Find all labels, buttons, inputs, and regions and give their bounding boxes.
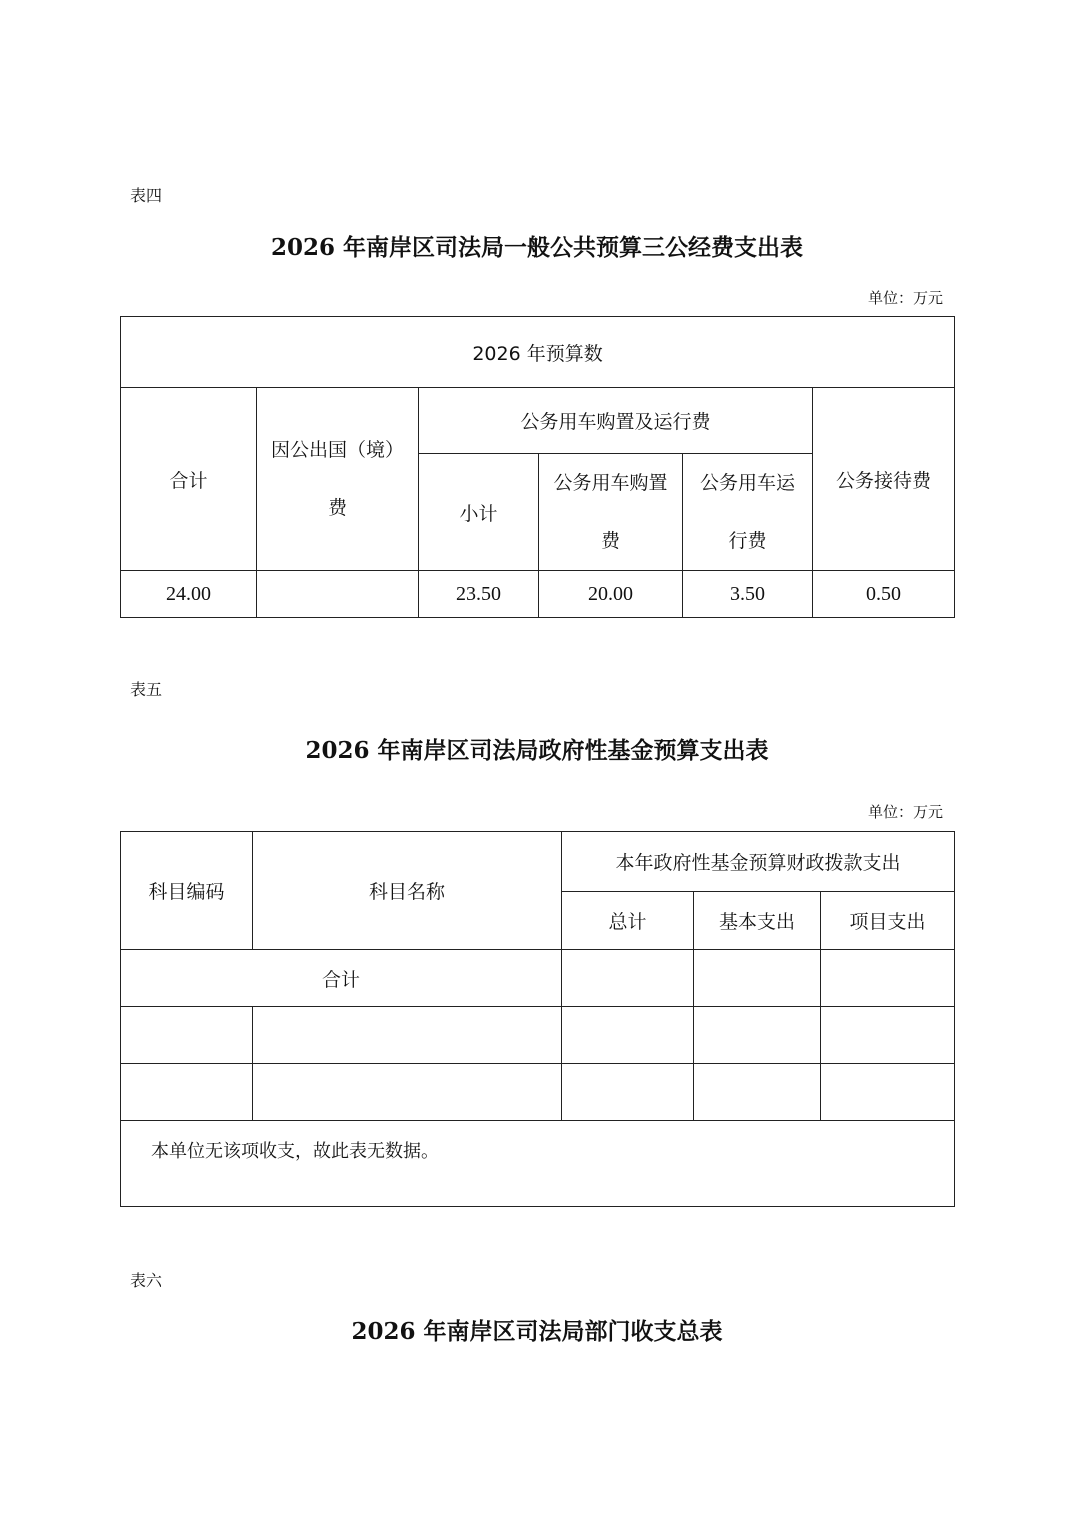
- table4-col-vehicle-operation: 公务用车运行费: [683, 454, 813, 571]
- table5-cell: [253, 1064, 562, 1121]
- table4-col-abroad: 因公出国（境）费: [257, 388, 419, 571]
- table5-title: 2026 年南岸区司法局政府性基金预算支出表: [305, 737, 769, 764]
- table5-col-name: 科目名称: [253, 832, 562, 950]
- table5-cell: [821, 1007, 955, 1064]
- table4-col-subtotal: 小计: [419, 454, 539, 571]
- table4-col-vehicle-purchase: 公务用车购置费: [539, 454, 683, 571]
- table4-cell-subtotal: 23.50: [419, 571, 539, 618]
- table5-cell: [562, 1064, 694, 1121]
- table5-cell: [821, 1064, 955, 1121]
- table6-title: 2026 年南岸区司法局部门收支总表: [351, 1318, 723, 1345]
- table5-col-total: 总计: [562, 892, 694, 950]
- table5-cell: [121, 1064, 253, 1121]
- table5-cell: [821, 950, 955, 1007]
- table4-label: 表四: [130, 186, 163, 205]
- table4-cell-vehicle-operation: 3.50: [683, 571, 813, 618]
- table4-col-vehicle-group: 公务用车购置及运行费: [419, 388, 813, 454]
- table4-cell-reception: 0.50: [813, 571, 955, 618]
- table5-col-code: 科目编码: [121, 832, 253, 950]
- table5-cell: [253, 1007, 562, 1064]
- table4-cell-abroad: [257, 571, 419, 618]
- table5-cell: [562, 1007, 694, 1064]
- table5-cell: [694, 1007, 821, 1064]
- table5-row-total-label: 合计: [121, 950, 562, 1007]
- table4-cell-vehicle-purchase: 20.00: [539, 571, 683, 618]
- table5-label: 表五: [130, 680, 163, 699]
- table5-col-project: 项目支出: [821, 892, 955, 950]
- table5-col-basic: 基本支出: [694, 892, 821, 950]
- table4-col-reception: 公务接待费: [813, 388, 955, 571]
- table4-title: 2026 年南岸区司法局一般公共预算三公经费支出表: [270, 234, 804, 261]
- table5-note: 本单位无该项收支，故此表无数据。: [121, 1121, 955, 1207]
- table5-cell: [694, 1064, 821, 1121]
- table4-col-total: 合计: [121, 388, 257, 571]
- table5-cell: [121, 1007, 253, 1064]
- table5-unit: 单位：万元: [867, 803, 943, 821]
- table4-unit: 单位：万元: [867, 289, 943, 307]
- table4-cell-total: 24.00: [121, 571, 257, 618]
- table4: [120, 316, 955, 618]
- table5: [120, 831, 955, 1207]
- table5-col-group: 本年政府性基金预算财政拨款支出: [562, 832, 955, 892]
- table5-cell: [562, 950, 694, 1007]
- table6-label: 表六: [130, 1271, 163, 1290]
- table4-header-top: 2026 年预算数: [121, 317, 955, 388]
- table5-cell: [694, 950, 821, 1007]
